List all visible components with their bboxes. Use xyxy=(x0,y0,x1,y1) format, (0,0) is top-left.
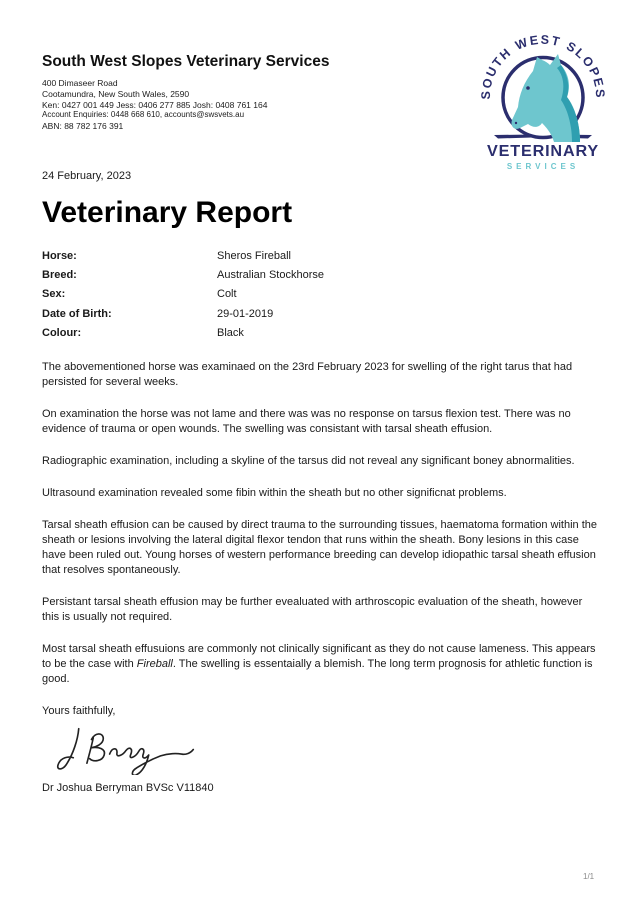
detail-label: Horse: xyxy=(42,250,77,262)
detail-value: Black xyxy=(217,326,244,339)
signature-image xyxy=(46,725,206,775)
detail-row-horse xyxy=(42,250,472,269)
detail-label: Colour: xyxy=(42,326,82,339)
handwritten-signature-icon xyxy=(46,725,206,775)
paragraph-persistent-effusion: Persistant tarsal sheath effusion may be further evealuated with arthroscopic evaluation of the sheath, however this is usually not required. xyxy=(42,596,583,623)
detail-value: Colt xyxy=(217,288,237,301)
paragraph-prognosis xyxy=(42,642,598,687)
paragraph-examination-date: The abovementioned horse was examinaed on the 23rd February 2023 for swelling of the right tarus that had persisted for several weeks. xyxy=(42,361,573,388)
abn-line: ABN: 88 782 176 391 xyxy=(42,121,124,132)
company-logo xyxy=(478,30,608,175)
paragraph-radiographic: Radiographic examination, including a skyline of the tarsus did not reveal any significant boney abnormalities. xyxy=(42,455,575,467)
letterhead xyxy=(42,53,442,132)
closing-salutation: Yours faithfully, xyxy=(42,705,116,717)
detail-label: Date of Birth: xyxy=(42,307,112,320)
report-date: 24 February, 2023 xyxy=(42,170,132,182)
phone-line: Ken: 0427 001 449 Jess: 0406 277 885 Josh: 0408 761 164 xyxy=(42,99,268,110)
detail-row-date-of-birth xyxy=(42,308,472,327)
logo-veterinary-text: VETERINARY xyxy=(487,143,599,160)
horse-details xyxy=(42,250,472,346)
detail-value: Sheros Fireball xyxy=(217,250,291,262)
detail-value: Australian Stockhorse xyxy=(217,269,324,282)
signatory-name: Dr Joshua Berryman BVSc V11840 xyxy=(42,782,214,794)
company-name: South West Slopes Veterinary Services xyxy=(42,53,330,70)
address-line-1: 400 Dimaseer Road xyxy=(42,78,118,88)
page-number: 1/1 xyxy=(583,872,595,881)
horse-name-italic: Fireball xyxy=(136,658,173,670)
logo-ground-left xyxy=(494,135,532,139)
logo-arc-text: SOUTH WEST SLOPES xyxy=(478,32,608,100)
paragraph-examination-findings: On examination the horse was not lame and there was was no response on tarsus flexion test. There was no evidence of trauma or open wounds. The swelling was consistant with tarsal sheath effusion. xyxy=(42,408,571,435)
prognosis-text-before: Most tarsal sheath effusuions are commonly not clinically significant as they do not cause lameness. This appears to be the case with xyxy=(42,643,596,670)
address-line-2: Cootamundra, New South Wales, 2590 xyxy=(42,88,190,99)
detail-value: 29-01-2019 xyxy=(217,307,274,320)
detail-row-colour xyxy=(42,327,472,346)
paragraph-ultrasound: Ultrasound examination revealed some fibin within the sheath but no other significnat problems. xyxy=(42,487,507,499)
report-title: Veterinary Report xyxy=(42,196,293,229)
account-enquiries-line: Account Enquiries: 0448 668 610, accounts@swsvets.au xyxy=(42,110,245,120)
horse-nostril-icon xyxy=(515,122,517,124)
horse-logo-graphic xyxy=(478,30,608,175)
report-body xyxy=(42,360,598,796)
detail-label: Breed: xyxy=(42,269,77,282)
detail-row-breed xyxy=(42,269,472,288)
prognosis-text-after: . The swelling is essentaially a blemish. The long term prognosis for athletic function is good. xyxy=(42,658,593,685)
detail-row-sex xyxy=(42,288,472,307)
logo-services-text: SERVICES xyxy=(506,162,580,171)
paragraph-causes: Tarsal sheath effusion can be caused by direct trauma to the surrounding tissues, haematoma formation within the sheath or lesions involving the lateral digital flexor tendon that runs within the sheath. Bony lesions in this case have been ruled out. Young horses of western performance breeding can develop idiopathic tarsal sheath effusion that resolves spontaneously. xyxy=(42,519,597,576)
detail-label: Sex: xyxy=(42,288,66,301)
horse-eye-icon xyxy=(526,86,530,90)
